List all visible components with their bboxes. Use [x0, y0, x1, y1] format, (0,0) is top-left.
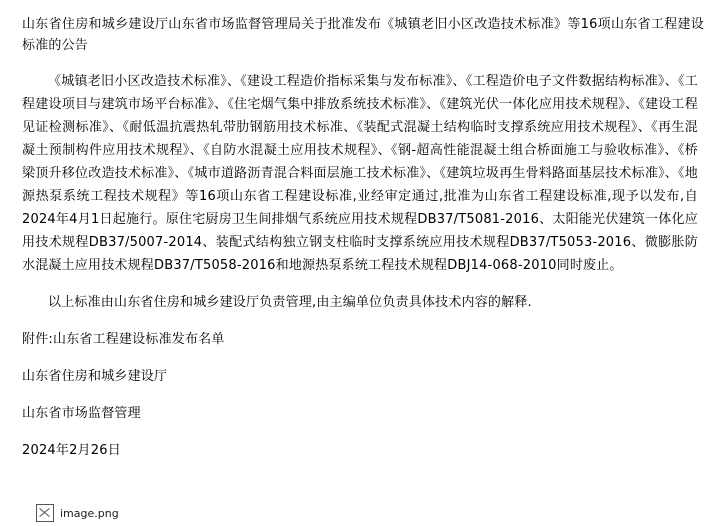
closing-paragraph: 以上标准由山东省住房和城乡建设厅负责管理,由主编单位负责具体技术内容的解释.	[48, 295, 532, 310]
issuer-line-2: 山东省市场监督管理	[22, 406, 141, 421]
document-title: 山东省住房和城乡建设厅山东省市场监督管理局关于批准发布《城镇老旧小区改造技术标准》等16项山东省工程建设标准的公告	[22, 17, 704, 53]
standards-paragraph: 《城镇老旧小区改造技术标准》、《建设工程造价指标采集与发布标准》、《工程造价电子文件数据结构标准》、《工程建设项目与建筑市场平台标准》、《住宅烟气集中排放系统技术标准》、《建筑光伏一体化应用技术规程》、《建设工程见证检测标准》、《耐低温抗震热轧带肋钢筋用技术标准、《装配式混凝土结构临时支撑系统应用技术规程》、《再生混凝土预制构件应用技术规程》、《自防水混凝土应用技术规程》、《钢-超高性能混凝土组合桥面施工与验收标准》、《桥梁顶升移位改造技术标准》、《城市道路沥青混合料面层施工技术标准》、《建筑垃圾再生骨料路面基层技术标准》、《地源热泵系统工程技术规程》等16项山东省工程建设标准,业经审定通过,批准为山东省工程建设标准,现予以发布,自2024年4月1日起施行。原住宅厨房卫生间排烟气系统应用技术规程DB37/T5081-2016、太阳能光伏建筑一体化应用技术规程DB37/5007-2014、装配式结构独立钢支柱临时支撑系统应用技术规程DB37/T5053-2016、微膨胀防水混凝土应用技术规程DB37/T5058-2016和地源热泵系统工程技术规程DBJ14-068-2010同时废止。	[22, 74, 698, 273]
file-name-label: image.png	[60, 506, 119, 520]
document-content	[22, 70, 704, 462]
attachment-line: 附件:山东省工程建设标准发布名单	[22, 332, 225, 347]
file-chip[interactable]	[36, 504, 119, 522]
download-bar	[0, 500, 718, 526]
date-line: 2024年2月26日	[22, 443, 121, 458]
broken-image-icon	[36, 504, 54, 522]
issuer-line-1: 山东省住房和城乡建设厅	[22, 369, 168, 384]
